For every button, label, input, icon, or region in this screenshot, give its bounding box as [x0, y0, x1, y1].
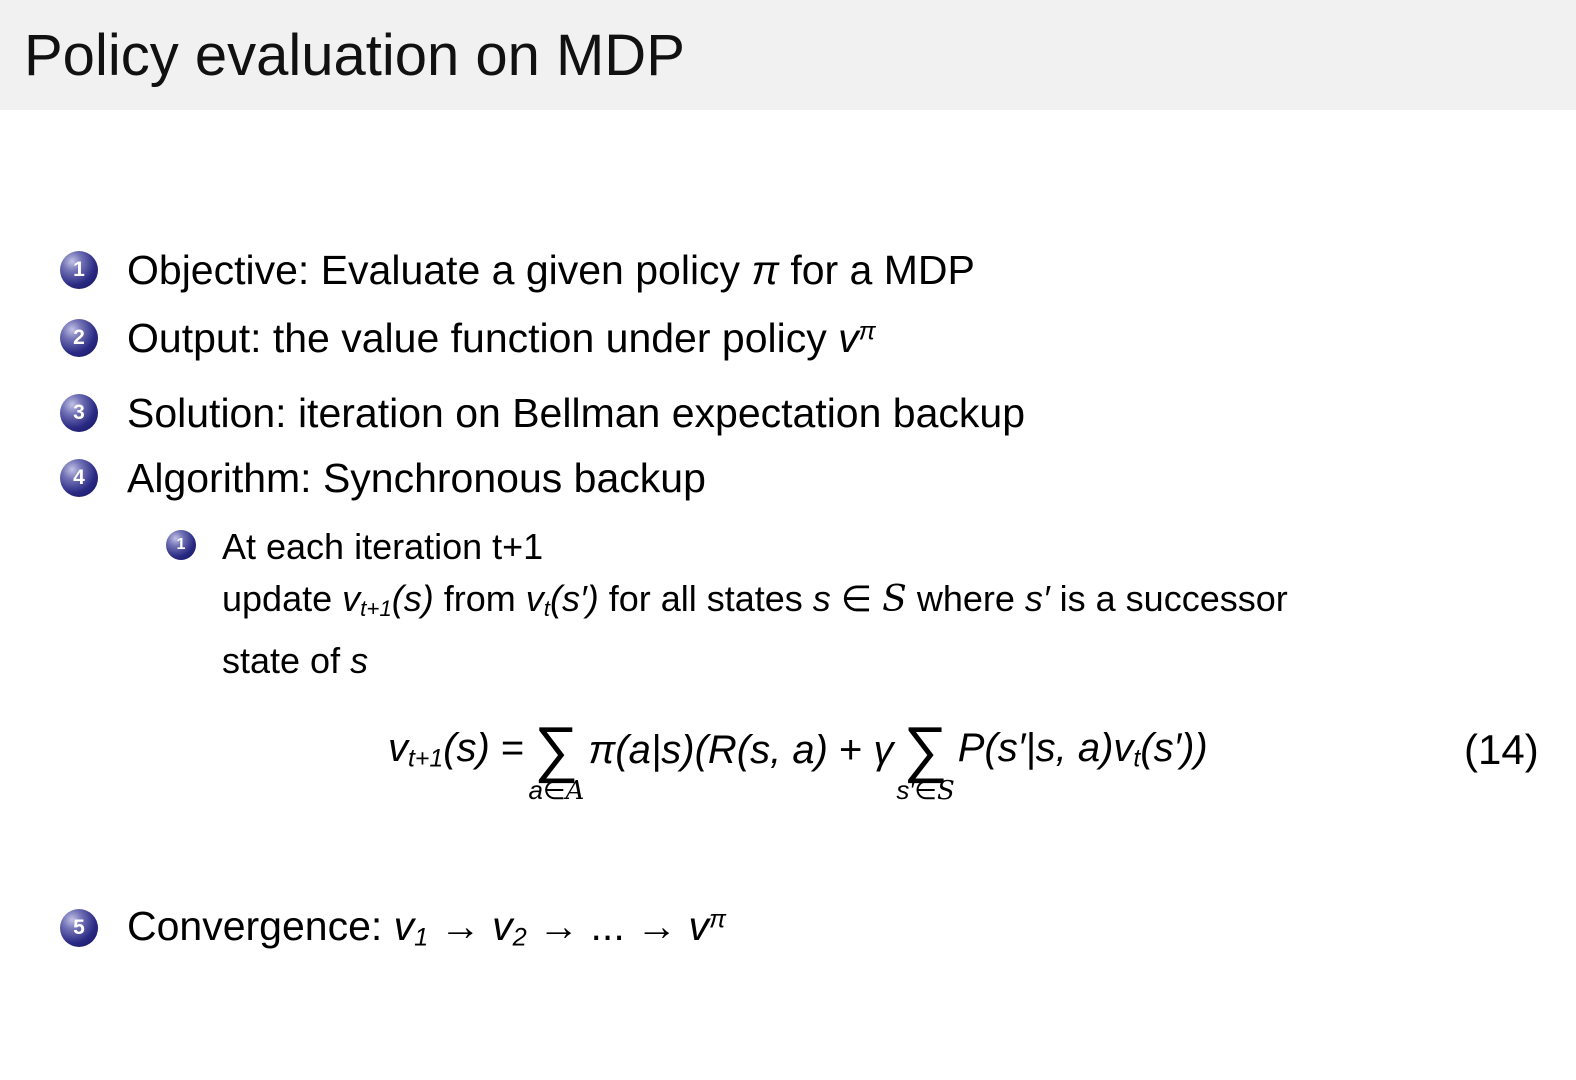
- list-item-text: Output: the value function under policy $v^\pi$: [127, 314, 876, 361]
- list-item-algorithm: [60, 453, 706, 503]
- subitem-number-ball-1: 1: [166, 530, 196, 560]
- list-item-text: Objective: Evaluate a given policy π for a MDP: [127, 246, 975, 293]
- item-number-ball-5: 5: [60, 909, 98, 947]
- bellman-expectation-equation: [388, 702, 1208, 807]
- list-item-convergence: [60, 903, 726, 953]
- sum-under-label-actions: a∈A: [528, 775, 585, 807]
- item-number-ball-3: 3: [60, 394, 98, 432]
- sub-list-item-iteration: [166, 521, 1288, 687]
- equation-mid: π(a|s)(R(s, a) + γ: [588, 727, 894, 772]
- list-item-output: [60, 313, 876, 363]
- subitem-line-2: update vt+1(s) from vt(s′) for all states s ∈ S where s′ is a successor: [222, 578, 1288, 621]
- list-item-objective: [60, 245, 975, 295]
- subitem-line-1: At each iteration t+1: [222, 526, 544, 567]
- slide-header: [0, 0, 1576, 110]
- sigma-icon: ∑: [534, 714, 579, 784]
- item-number-ball-4: 4: [60, 459, 98, 497]
- list-item-solution: [60, 388, 1025, 438]
- list-item-text: Algorithm: Synchronous backup: [127, 454, 706, 501]
- equation-lhs: vt+1(s) =: [388, 726, 525, 773]
- list-item-text: Convergence: v1 → v2 → ... → $v^\pi$: [127, 903, 727, 952]
- sum-over-actions: [528, 714, 585, 807]
- equation-number: (14): [1464, 726, 1539, 773]
- sigma-icon: ∑: [903, 714, 948, 784]
- subitem-line-3: state of s: [222, 639, 369, 681]
- page-title: Policy evaluation on MDP: [24, 22, 685, 88]
- item-number-ball-1: 1: [60, 251, 98, 289]
- equation-rhs: P(s′|s, a)vt(s′)): [957, 726, 1208, 773]
- sum-over-states: [896, 714, 955, 807]
- item-number-ball-2: 2: [60, 319, 98, 357]
- subitem-text-block: [222, 521, 1288, 687]
- list-item-text: Solution: iteration on Bellman expectation backup: [127, 389, 1026, 436]
- sum-under-label-states: s′∈S: [896, 775, 955, 807]
